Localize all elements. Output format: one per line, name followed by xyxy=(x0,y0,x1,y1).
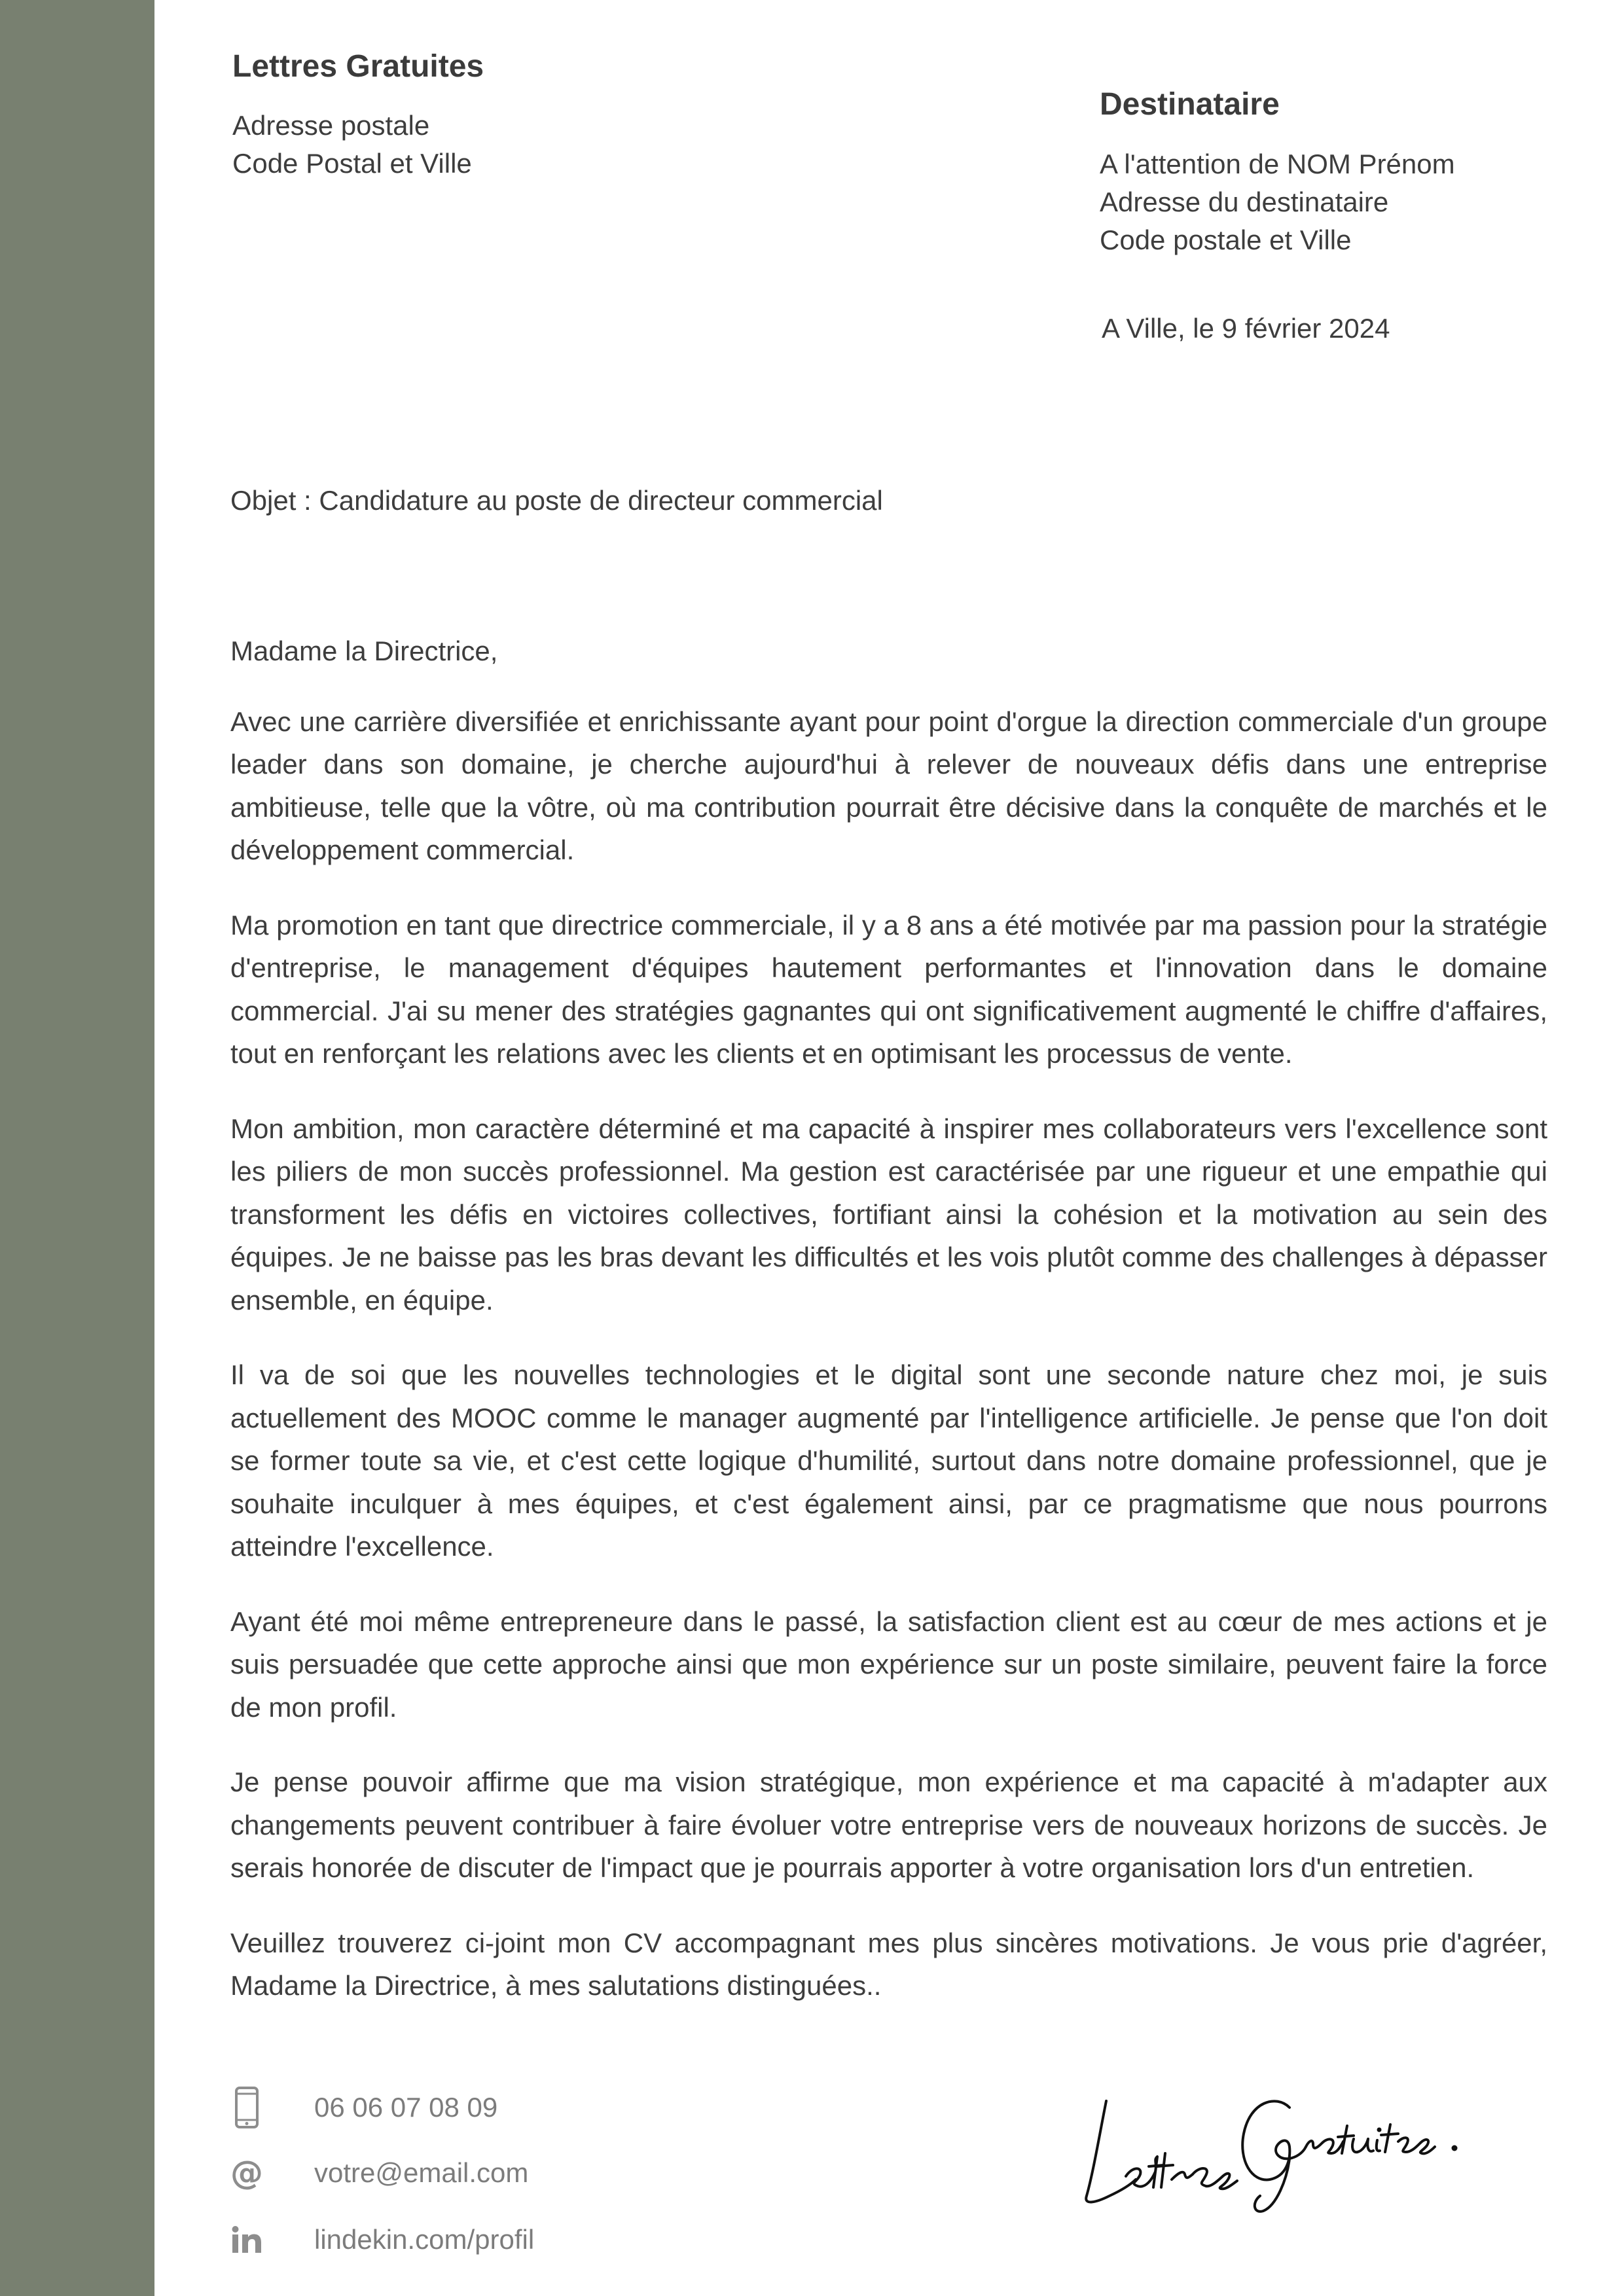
recipient-address: Adresse du destinataire xyxy=(1100,187,1389,217)
contact-phone xyxy=(230,2085,497,2130)
paragraph-2: Ma promotion en tant que directrice commerciale, il y a 8 ans a été motivée par ma passion pour la stratégie d'entreprise, le management d'équipes hautement performantes et l'innovation dans le domaine commercial. J'ai su mener des stratégies gagnantes qui ont significativement augmenté le chiffre d'affaires, tout en renforçant les relations avec les clients et en optimisant les processus de vente. xyxy=(230,909,1547,1069)
contact-linkedin xyxy=(230,2217,534,2263)
email-address: votre@email.com xyxy=(314,2157,529,2188)
paragraph-1: Avec une carrière diversifiée et enrichissante ayant pour point d'orgue la direction commerciale d'un groupe leader dans son domaine, je cherche aujourd'hui à relever de nouveaux défis dans une entreprise ambitieuse, telle que la vôtre, où ma contribution pourrait être décisive dans la conquête de marchés et le développement commercial. xyxy=(230,706,1547,865)
linkedin-url: lindekin.com/profil xyxy=(314,2224,535,2255)
paragraph-7: Veuillez trouverez ci-joint mon CV accompagnant mes plus sincères motivations. Je vous prie d'agréer, Madame la Directrice, à mes salutations distinguées.. xyxy=(230,1927,1547,2001)
sidebar-accent-bar xyxy=(0,0,154,2296)
paragraph-3: Mon ambition, mon caractère déterminé et ma capacité à inspirer mes collaborateurs vers l'excellence sont les piliers de mon succès professionnel. Ma gestion est caractérisée par une rigueur et une empathie qui transforment les défis en victoires collectives, fortifiant ainsi la cohésion et la motivation au sein des équipes. Je ne baisse pas les bras devant les difficultés et les vois plutôt comme des challenges à dépasser ensemble, en équipe. xyxy=(230,1113,1547,1316)
sender-address: Adresse postale xyxy=(232,110,430,141)
date-line: A Ville, le 9 février 2024 xyxy=(1102,313,1390,344)
sender-city: Code Postal et Ville xyxy=(232,148,472,179)
signature-logo xyxy=(1080,2062,1473,2219)
recipient-title: Destinataire xyxy=(1100,87,1280,122)
subject-line: Objet : Candidature au poste de directeur commercial xyxy=(230,485,883,516)
recipient-city: Code postale et Ville xyxy=(1100,224,1352,255)
paragraph-4: Il va de soi que les nouvelles technologies et le digital sont une seconde nature chez moi, je suis actuellement des MOOC comme le manager augmenté par l'intelligence artificielle. Je pense que l'on doit se former toute sa vie, et c'est cette logique d'humilité, surtout dans notre domaine professionnel, que je souhaite inculquer à mes équipes, et c'est également ainsi, par ce pragmatisme que nous pourrons atteindre l'excellence. xyxy=(230,1359,1547,1562)
sender-name: Lettres Gratuites xyxy=(232,49,484,84)
contact-email xyxy=(230,2150,528,2196)
recipient-attention: A l'attention de NOM Prénom xyxy=(1100,149,1455,179)
letter-body xyxy=(230,630,1547,2039)
salutation: Madame la Directrice, xyxy=(230,636,498,666)
paragraph-6: Je pense pouvoir affirme que ma vision stratégique, mon expérience et ma capacité à m'adapter aux changements peuvent contribuer à faire évoluer votre entreprise vers de nouveaux horizons de succès. Je serais honorée de discuter de l'impact que je pourrais apporter à votre organisation lors d'un entretien. xyxy=(230,1767,1547,1883)
at-sign-icon: @ xyxy=(230,2154,263,2192)
phone-number: 06 06 07 08 09 xyxy=(314,2092,498,2123)
linkedin-icon xyxy=(230,2217,263,2263)
paragraph-5: Ayant été moi même entrepreneure dans le passé, la satisfaction client est au cœur de mes actions et je suis persuadée que cette approche ainsi que mon expérience sur un poste similaire, peuvent faire la force de mon profil. xyxy=(230,1605,1547,1723)
phone-icon xyxy=(230,2085,263,2130)
